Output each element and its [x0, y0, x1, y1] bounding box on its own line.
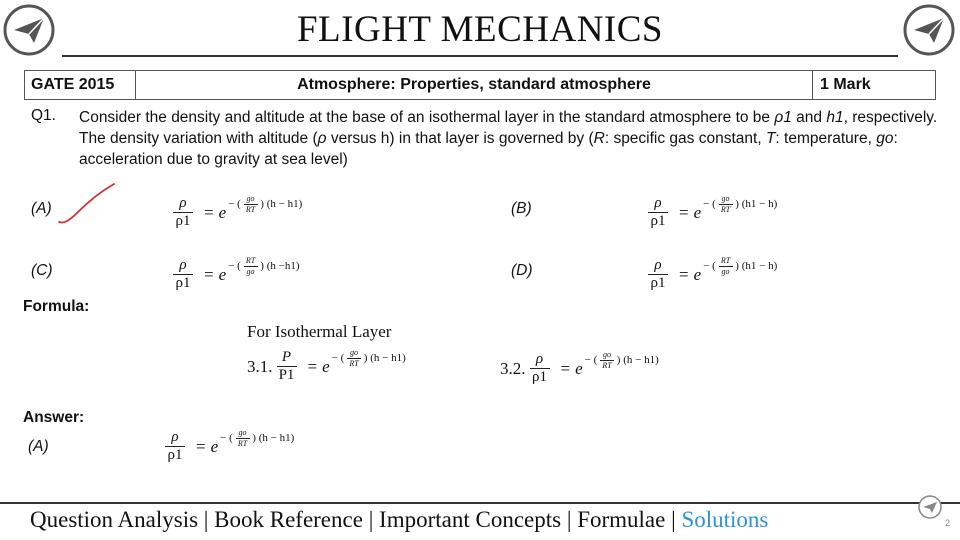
exponent-numerator: RT — [720, 256, 731, 265]
exponent-denominator: RT — [237, 439, 248, 448]
page-number: 2 — [944, 518, 950, 528]
option-a-label[interactable]: (A) — [31, 200, 52, 217]
numerator: ρ — [535, 351, 544, 367]
exponent-factor: (h1 − h) — [741, 260, 778, 273]
numerator: P — [281, 349, 292, 365]
fraction — [173, 196, 193, 229]
topic-cell: Atmosphere: Properties, standard atmosphere — [136, 71, 813, 99]
denominator: ρ1 — [167, 447, 183, 463]
exponent: − ( $\frac{go}{RT}$ ) (h − h1) — [584, 350, 659, 370]
exponent-factor: (h1 − h) — [741, 198, 778, 211]
nav-separator: | — [362, 507, 380, 532]
exponent-denominator: RT — [720, 205, 731, 214]
exponential-base: e — [218, 202, 227, 222]
formula-heading: Formula: — [23, 298, 90, 315]
denominator: ρ1 — [175, 213, 191, 229]
fraction — [173, 258, 193, 291]
question-symbol: h1 — [826, 109, 844, 126]
option-b-label[interactable]: (B) — [511, 200, 532, 217]
option-a-formula: $\frac{\rho}{\rho 1}$ = e − ( $\frac{go}{RT}$ ) (h − h1) — [173, 196, 302, 229]
fraction — [277, 350, 297, 383]
exponent: − ( $\frac{go}{RT}$ ) (h − h1) — [228, 194, 303, 214]
exponent: − ( $\frac{go}{RT}$ ) (h − h1) — [331, 348, 406, 368]
exponent-denominator: go — [246, 267, 255, 276]
denominator: ρ1 — [532, 369, 547, 385]
answer-formula: $\frac{\rho}{\rho 1}$ = e − ( $\frac{go}{RT}$ ) (h − h1) — [165, 430, 294, 463]
exponent-numerator: RT — [245, 256, 256, 265]
exponent-sign: − — [331, 352, 338, 365]
exponential-base: e — [218, 264, 227, 284]
exponent-factor: (h − h1) — [623, 354, 659, 367]
question-symbol: ρ1 — [774, 109, 792, 126]
exponent-sign: − — [228, 198, 235, 211]
question-symbol: ρ — [317, 130, 327, 147]
exponent-denominator: RT — [349, 359, 359, 368]
question-symbol: R — [593, 130, 605, 147]
answer-label: (A) — [28, 438, 49, 455]
exponent-numerator: go — [246, 194, 255, 203]
exponent-numerator: go — [238, 428, 247, 437]
formula-3-1: 3.1. $\frac{P}{P1}$ = e − ( $\frac{go}{RT}$ ) (h − h1) — [247, 348, 406, 383]
formula-label: 3.1. — [247, 356, 273, 376]
question-symbol: go — [876, 130, 894, 147]
paper-plane-small-icon — [917, 494, 943, 520]
question-text-part: : specific gas constant, — [604, 130, 766, 147]
option-d-label[interactable]: (D) — [511, 262, 533, 279]
question-text — [79, 107, 939, 170]
exponent-factor: (h − h1) — [258, 432, 295, 445]
question-text-part: and — [791, 109, 827, 126]
fraction — [530, 352, 550, 385]
title-divider — [62, 55, 898, 57]
numerator: ρ — [171, 429, 179, 445]
denominator: ρ1 — [650, 275, 666, 291]
numerator: ρ — [179, 257, 187, 273]
exponent: − ( $\frac{RT}{go}$ ) (h1 − h) — [703, 256, 778, 276]
exponent-factor: (h − h1) — [370, 352, 406, 365]
exam-cell: GATE 2015 — [25, 71, 136, 99]
exponent-denominator: RT — [245, 205, 256, 214]
fraction — [165, 430, 185, 463]
nav-solutions[interactable]: Solutions — [681, 507, 769, 532]
exponent-numerator: go — [603, 350, 612, 359]
question-text-part: , respectively. The density variation with altitude ( — [79, 109, 938, 147]
exponent-factor: (h −h1) — [266, 260, 300, 273]
question-number: Q1. — [31, 107, 56, 124]
nav-separator: | — [561, 507, 578, 532]
fraction — [648, 196, 668, 229]
footer-nav — [30, 507, 768, 533]
exponent-sign: − — [220, 432, 227, 445]
numerator: ρ — [654, 195, 662, 211]
pen-mark-annotation — [56, 180, 118, 228]
denominator: ρ1 — [175, 275, 191, 291]
footer-divider — [0, 502, 960, 504]
nav-question-analysis[interactable]: Question Analysis — [30, 507, 199, 532]
answer-heading: Answer: — [23, 409, 85, 426]
exponent-numerator: go — [350, 348, 359, 357]
page-title: FLIGHT MECHANICS — [296, 9, 664, 50]
question-info-table — [24, 70, 936, 100]
denominator: P1 — [278, 367, 295, 383]
nav-formulae[interactable]: Formulae — [577, 507, 666, 532]
exponent: − ( $\frac{RT}{go}$ ) (h −h1) — [228, 256, 300, 276]
exponent: − ( $\frac{go}{RT}$ ) (h1 − h) — [703, 194, 778, 214]
formula-3-2: 3.2. $\frac{\rho}{\rho 1}$ = e − ( $\frac{go}{RT}$ ) (h − h1) — [500, 350, 659, 385]
numerator: ρ — [654, 257, 662, 273]
exponential-base: e — [693, 264, 702, 284]
question-text-part: Consider the density and altitude at the base of an isothermal layer in the standard atmosphere to be — [79, 109, 775, 126]
exponent-sign: − — [584, 354, 591, 367]
exponent-numerator: go — [721, 194, 730, 203]
question-text-part: versus h) in that layer is governed by ( — [326, 130, 594, 147]
question-text-part: : temperature, — [775, 130, 877, 147]
exponential-base: e — [693, 202, 702, 222]
marks-cell: 1 Mark — [820, 76, 871, 93]
isothermal-heading: For Isothermal Layer — [247, 322, 392, 341]
question-symbol: T — [765, 130, 776, 147]
option-c-label[interactable]: (C) — [31, 262, 53, 279]
exponent: − ( $\frac{go}{RT}$ ) (h − h1) — [220, 428, 295, 448]
nav-important-concepts[interactable]: Important Concepts — [379, 507, 562, 532]
formula-label: 3.2. — [500, 358, 526, 378]
exponent-sign: − — [228, 260, 235, 273]
option-d-formula: $\frac{\rho}{\rho 1}$ = e − ( $\frac{RT}{go}$ ) (h1 − h) — [648, 258, 777, 291]
nav-book-reference[interactable]: Book Reference — [214, 507, 363, 532]
numerator: ρ — [179, 195, 187, 211]
nav-separator: | — [198, 507, 215, 532]
question-text-part: : acceleration due to gravity at sea level) — [79, 130, 898, 168]
exponential-base: e — [575, 358, 583, 378]
exponent-factor: (h − h1) — [266, 198, 303, 211]
exponent-denominator: go — [721, 267, 730, 276]
exponent-sign: − — [703, 260, 710, 273]
paper-plane-logo-icon — [902, 3, 956, 57]
option-c-formula: $\frac{\rho}{\rho 1}$ = e − ( $\frac{RT}{go}$ ) (h −h1) — [173, 258, 299, 291]
fraction — [648, 258, 668, 291]
exponent-denominator: RT — [602, 361, 612, 370]
option-b-formula: $\frac{\rho}{\rho 1}$ = e − ( $\frac{go}{RT}$ ) (h1 − h) — [648, 196, 777, 229]
nav-separator: | — [665, 507, 682, 532]
exponent-sign: − — [703, 198, 710, 211]
denominator: ρ1 — [650, 213, 666, 229]
exponential-base: e — [210, 436, 219, 456]
exponential-base: e — [322, 356, 330, 376]
